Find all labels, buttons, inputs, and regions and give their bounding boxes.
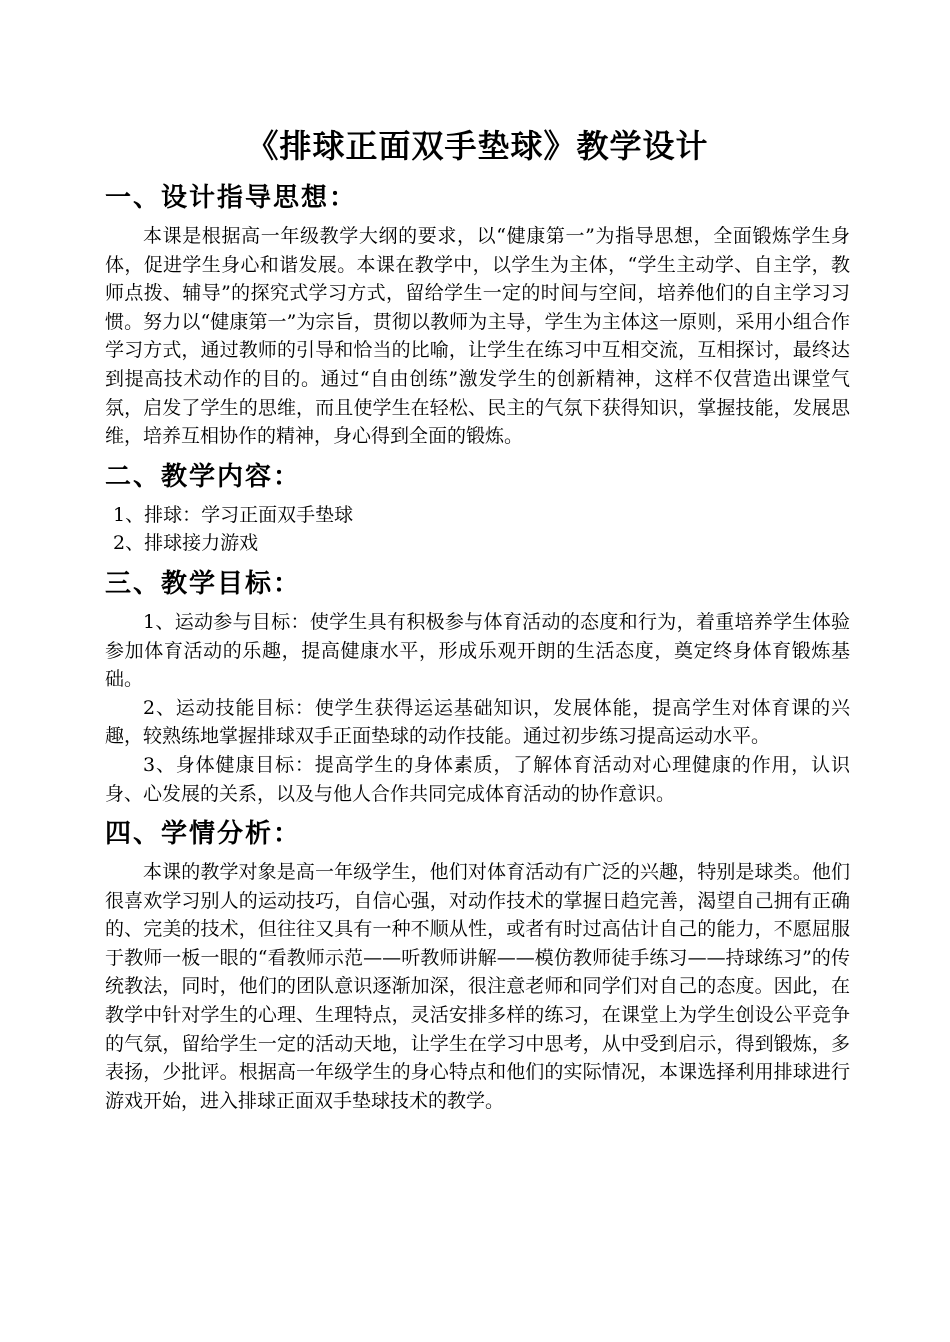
list-item: 1、排球：学习正面双手垫球 (113, 503, 354, 526)
paragraph: 2、运动技能目标：使学生获得运运基础知识，发展体能，提高学生对体育课的兴趣，较熟练地掌握排球双手正面垫球的动作技能。通过初步练习提高运动水平。 (105, 696, 850, 748)
section-heading: 三、教学目标： (105, 568, 302, 599)
paragraph: 本课是根据高一年级教学大纲的要求，以“健康第一”为指导思想，全面锻炼学生身体，促进学生身心和谐发展。本课在教学中，以学生为主体，“学生主动学、自主学，教师点拨、辅导”的探究式学习方式，留给学生一定的时间与空间，培养他们的自主学习习惯。努力以“健康第一”为宗旨，贯彻以教师为主导，学生为主体这一原则，采用小组合作学习方式，通过教师的引导和恰当的比喻，让学生在练习中互相交流，互相探讨，最终达到提高技术动作的目的。通过“自由创练”激发学生的创新精神，这样不仅营造出课堂气氛，启发了学生的思维，而且使学生在轻松、民主的气氛下获得知识，掌握技能，发展思维，培养互相协作的精神，身心得到全面的锻炼。 (105, 225, 850, 448)
section-design-philosophy (105, 176, 850, 451)
section-teaching-goals (105, 562, 850, 808)
section-heading: 四、学情分析： (105, 819, 302, 850)
paragraph: 1、运动参与目标：使学生具有积极参与体育活动的态度和行为，着重培养学生体验参加体育活动的乐趣，提高健康水平，形成乐观开朗的生活态度，奠定终身体育锻炼基础。 (105, 610, 850, 691)
document-page (105, 120, 850, 1115)
document-title: 《排球正面双手垫球》教学设计 (246, 127, 709, 165)
content-list (105, 501, 850, 558)
paragraph: 本课的教学对象是高一年级学生，他们对体育活动有广泛的兴趣，特别是球类。他们很喜欢学习别人的运动技巧，自信心强，对动作技术的掌握日趋完善，渴望自己拥有正确的、完美的技术，但往往又具有一种不顺从性，或者有时过高估计自己的能力，不愿屈服于教师一板一眼的“看教师示范——听教师讲解——模仿教师徒手练习——持球练习”的传统教法，同时，他们的团队意识逐渐加深，很注意老师和同学们对自己的态度。因此，在教学中针对学生的心理、生理特点，灵活安排多样的练习，在课堂上为学生创设公平竞争的气氛，留给学生一定的活动天地，让学生在学习中思考，从中受到启示，得到锻炼，多表扬，少批评。根据高一年级学生的身心特点和他们的实际情况，本课选择利用排球进行游戏开始，进入排球正面双手垫球技术的教学。 (105, 861, 850, 1112)
section-heading: 一、设计指导思想： (105, 183, 358, 213)
section-heading: 二、教学内容： (105, 461, 302, 492)
list-item: 2、排球接力游戏 (113, 532, 259, 555)
paragraph: 3、身体健康目标：提高学生的身体素质，了解体育活动对心理健康的作用，认识身、心发展的关系，以及与他人合作共同完成体育活动的协作意识。 (105, 753, 850, 805)
section-student-analysis (105, 812, 850, 1115)
section-teaching-content (105, 455, 850, 558)
